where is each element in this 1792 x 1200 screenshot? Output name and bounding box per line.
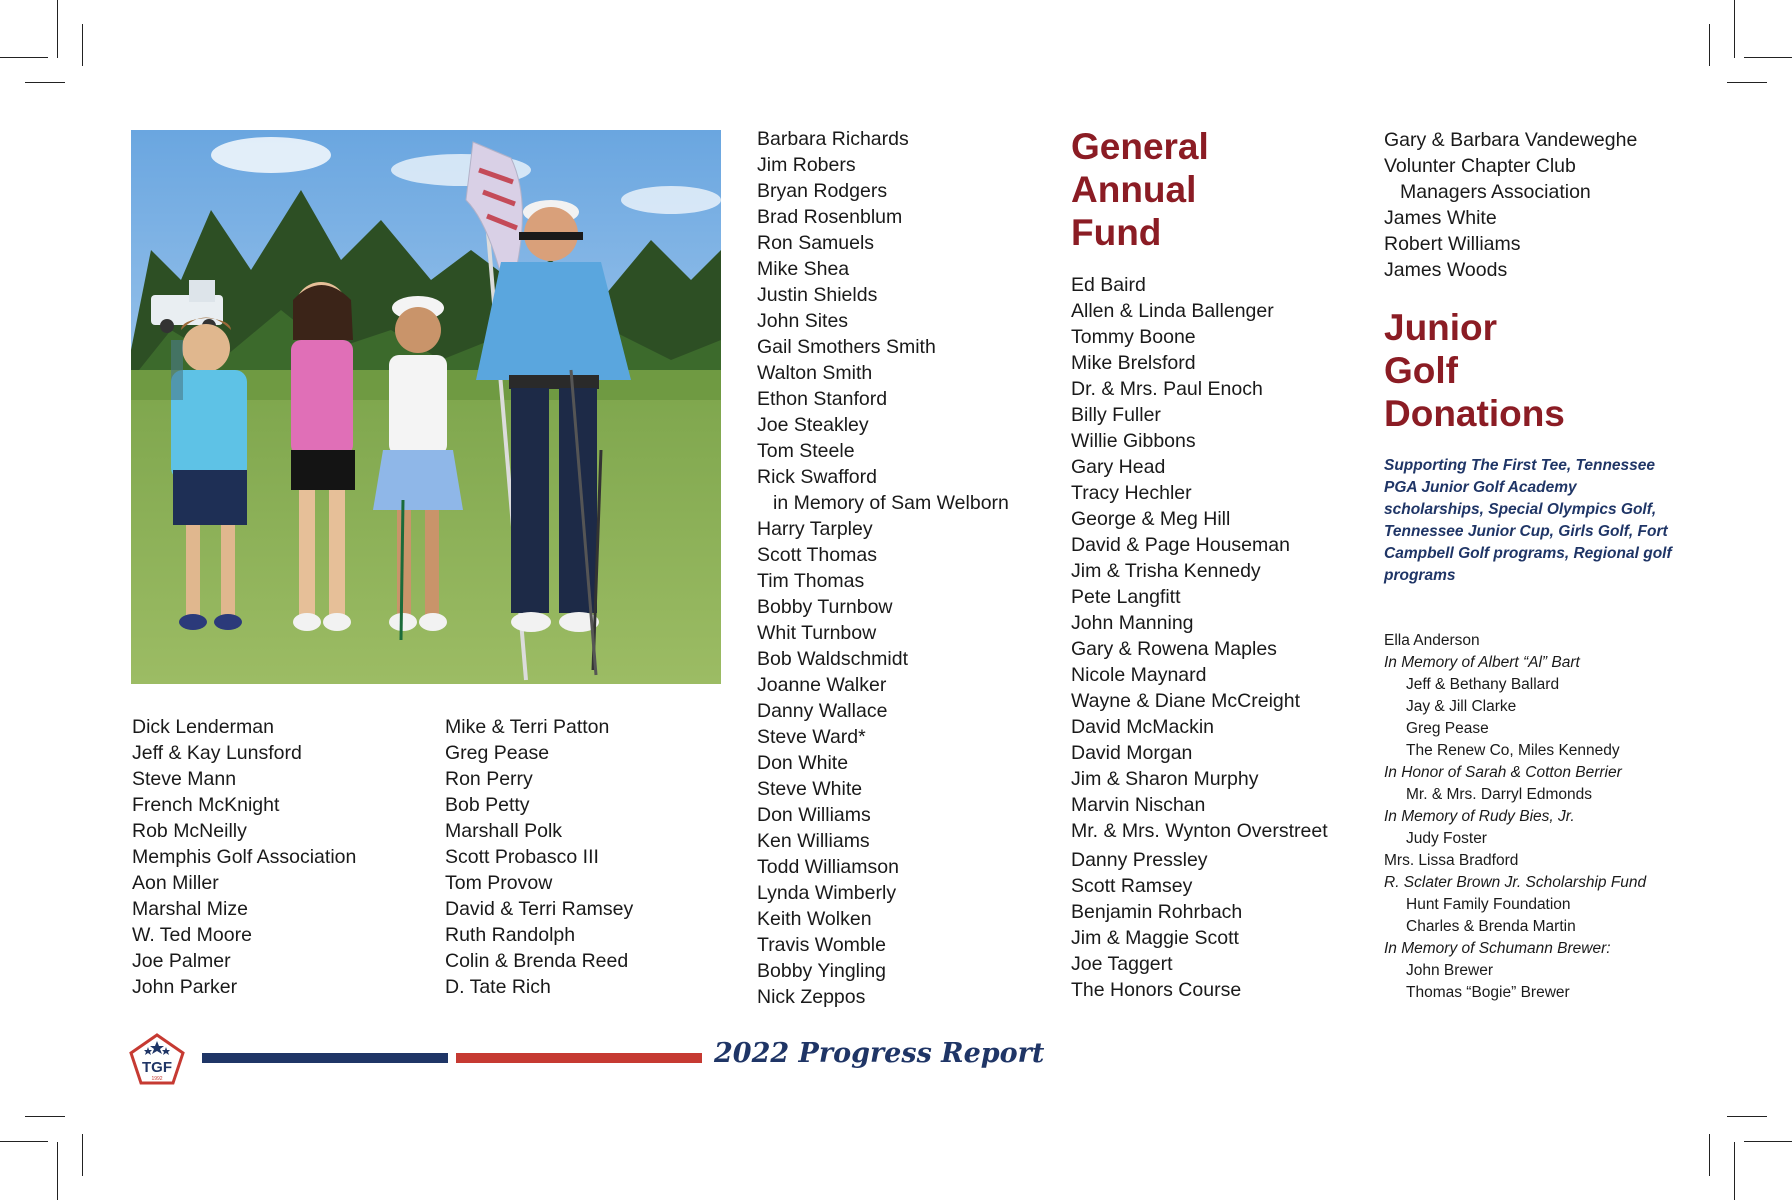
list-item: Joe Palmer xyxy=(132,950,231,972)
list-item: Ruth Randolph xyxy=(445,924,576,946)
list-item: David & Page Houseman xyxy=(1071,534,1290,556)
report-title: 2022 Progress Report xyxy=(714,1038,1045,1069)
list-item: Danny Wallace xyxy=(757,700,888,722)
general-fund-heading xyxy=(1071,125,1209,254)
crop-mark xyxy=(82,1134,83,1176)
list-item: French McKnight xyxy=(132,794,280,816)
list-item: In Honor of Sarah & Cotton Berrier xyxy=(1384,764,1622,781)
list-item: Greg Pease xyxy=(445,742,550,764)
list-item: James Woods xyxy=(1384,259,1508,281)
list-item: John Sites xyxy=(757,310,849,332)
list-item: The Renew Co, Miles Kennedy xyxy=(1406,742,1620,759)
list-item: Whit Turnbow xyxy=(757,622,877,644)
list-item: George & Meg Hill xyxy=(1071,508,1231,530)
list-item: Don Williams xyxy=(757,804,871,826)
list-item: Steve White xyxy=(757,778,863,800)
crop-mark xyxy=(1734,1142,1735,1200)
list-item: Nicole Maynard xyxy=(1071,664,1207,686)
list-item: Colin & Brenda Reed xyxy=(445,950,629,972)
list-item: Brad Rosenblum xyxy=(757,206,903,228)
tgf-logo xyxy=(129,1033,185,1085)
list-item: Don White xyxy=(757,752,849,774)
list-item: Travis Womble xyxy=(757,934,886,956)
list-item: Bobby Turnbow xyxy=(757,596,893,618)
crop-mark xyxy=(1727,82,1767,83)
crop-mark xyxy=(1744,57,1792,58)
general-fund-list xyxy=(1071,272,1328,1003)
list-item: Scott Thomas xyxy=(757,544,877,566)
list-item: R. Sclater Brown Jr. Scholarship Fund xyxy=(1384,874,1647,891)
list-item: Managers Association xyxy=(1400,181,1591,203)
list-item: Mike & Terri Patton xyxy=(445,716,610,738)
list-item: Gary & Barbara Vandeweghe xyxy=(1384,129,1638,151)
list-item: Dr. & Mrs. Paul Enoch xyxy=(1071,378,1263,400)
list-item: Barbara Richards xyxy=(757,128,909,150)
list-item: Marshal Mize xyxy=(132,898,248,920)
list-item: Marvin Nischan xyxy=(1071,794,1206,816)
heading-line: Golf xyxy=(1384,350,1458,391)
list-item: Joe Steakley xyxy=(757,414,869,436)
list-item: Ella Anderson xyxy=(1384,632,1480,649)
heading-line: Donations xyxy=(1384,393,1565,434)
list-item: Joe Taggert xyxy=(1071,953,1173,975)
list-item: Scott Probasco III xyxy=(445,846,599,868)
junior-golf-list xyxy=(1384,630,1646,1004)
list-item: Gail Smothers Smith xyxy=(757,336,936,358)
heading-line: General xyxy=(1071,126,1209,167)
list-item: Aon Miller xyxy=(132,872,219,894)
list-item: Dick Lenderman xyxy=(132,716,274,738)
list-item: John Brewer xyxy=(1406,962,1494,979)
list-item: Allen & Linda Ballenger xyxy=(1071,300,1274,322)
list-item: David Morgan xyxy=(1071,742,1193,764)
crop-mark xyxy=(1734,0,1735,58)
list-item: Ethon Stanford xyxy=(757,388,888,410)
list-item: Mr. & Mrs. Wynton Overstreet xyxy=(1071,820,1328,842)
list-item: Justin Shields xyxy=(757,284,878,306)
list-item: Walton Smith xyxy=(757,362,873,384)
list-item: Benjamin Rohrbach xyxy=(1071,901,1243,923)
list-item: Ken Williams xyxy=(757,830,870,852)
junior-golf-heading xyxy=(1384,306,1565,435)
list-item: Tommy Boone xyxy=(1071,326,1196,348)
list-item: Lynda Wimberly xyxy=(757,882,897,904)
list-item: Marshall Polk xyxy=(445,820,563,842)
list-item: Ron Samuels xyxy=(757,232,875,254)
list-item: Jim & Trisha Kennedy xyxy=(1071,560,1261,582)
list-item: Charles & Brenda Martin xyxy=(1406,918,1576,935)
donor-list-col1 xyxy=(132,714,356,1000)
list-item: David McMackin xyxy=(1071,716,1215,738)
heading-line: Fund xyxy=(1071,212,1162,253)
list-item: Keith Wolken xyxy=(757,908,872,930)
list-item: In Memory of Albert “Al” Bart xyxy=(1384,654,1580,671)
list-item: Mike Shea xyxy=(757,258,850,280)
list-item: Rob McNeilly xyxy=(132,820,247,842)
crop-mark xyxy=(1744,1141,1792,1142)
junior-golf-subtitle: Supporting The First Tee, Tennessee PGA Junior Golf Academy scholarships, Special Olympics Golf, Tennessee Junior Cup, Girls Golf, Fort Campbell Golf programs, Regional golf programs xyxy=(1384,457,1672,584)
crop-mark xyxy=(1727,1116,1767,1117)
list-item: in Memory of Sam Welborn xyxy=(773,492,1009,514)
list-item: Jim & Sharon Murphy xyxy=(1071,768,1259,790)
list-item: David & Terri Ramsey xyxy=(445,898,634,920)
list-item: John Manning xyxy=(1071,612,1194,634)
list-item: John Parker xyxy=(132,976,238,998)
list-item: Steve Mann xyxy=(132,768,237,790)
logo-text: TGF xyxy=(142,1059,172,1076)
list-item: Bryan Rodgers xyxy=(757,180,888,202)
list-item: Jim & Maggie Scott xyxy=(1071,927,1239,949)
list-item: Billy Fuller xyxy=(1071,404,1161,426)
list-item: Tom Steele xyxy=(757,440,855,462)
list-item: Steve Ward* xyxy=(757,726,866,748)
list-item: Mr. & Mrs. Darryl Edmonds xyxy=(1406,786,1593,803)
list-item: Gary & Rowena Maples xyxy=(1071,638,1277,660)
list-item: Danny Pressley xyxy=(1071,849,1208,871)
crop-mark xyxy=(1709,24,1710,66)
crop-mark xyxy=(57,1142,58,1200)
list-item: Tom Provow xyxy=(445,872,553,894)
list-item: Judy Foster xyxy=(1406,830,1487,847)
list-item: Ed Baird xyxy=(1071,274,1146,296)
list-item: D. Tate Rich xyxy=(445,976,551,998)
donor-list-col3 xyxy=(757,126,1009,1010)
list-item: Thomas “Bogie” Brewer xyxy=(1406,984,1570,1001)
list-item: Mike Brelsford xyxy=(1071,352,1196,374)
list-item: Nick Zeppos xyxy=(757,986,866,1008)
list-item: Gary Head xyxy=(1071,456,1166,478)
heading-line: Annual xyxy=(1071,169,1197,210)
list-item: Willie Gibbons xyxy=(1071,430,1196,452)
list-item: In Memory of Rudy Bies, Jr. xyxy=(1384,808,1575,825)
list-item: James White xyxy=(1384,207,1497,229)
list-item: Bobby Yingling xyxy=(757,960,887,982)
list-item: Tim Thomas xyxy=(757,570,865,592)
list-item: Jeff & Bethany Ballard xyxy=(1406,676,1560,693)
list-item: Hunt Family Foundation xyxy=(1406,896,1571,913)
list-item: Jim Robers xyxy=(757,154,856,176)
list-item: Harry Tarpley xyxy=(757,518,873,540)
list-item: Tracy Hechler xyxy=(1071,482,1192,504)
list-item: Memphis Golf Association xyxy=(132,846,357,868)
list-item: Pete Langfitt xyxy=(1071,586,1181,608)
list-item: In Memory of Schumann Brewer: xyxy=(1384,940,1611,957)
crop-mark xyxy=(57,0,58,58)
list-item: Jay & Jill Clarke xyxy=(1406,698,1517,715)
crop-mark xyxy=(0,1141,48,1142)
list-item: Joanne Walker xyxy=(757,674,887,696)
crop-mark xyxy=(25,1116,65,1117)
donor-list-col2 xyxy=(445,714,633,1000)
list-item: Bob Petty xyxy=(445,794,530,816)
list-item: Mrs. Lissa Bradford xyxy=(1384,852,1519,869)
donor-list-col5 xyxy=(1384,127,1637,283)
list-item: Ron Perry xyxy=(445,768,533,790)
list-item: W. Ted Moore xyxy=(132,924,252,946)
list-item: Todd Williamson xyxy=(757,856,899,878)
list-item: Jeff & Kay Lunsford xyxy=(132,742,302,764)
list-item: Scott Ramsey xyxy=(1071,875,1193,897)
list-item: Wayne & Diane McCreight xyxy=(1071,690,1301,712)
list-item: Bob Waldschmidt xyxy=(757,648,909,670)
list-item: Rick Swafford xyxy=(757,466,877,488)
logo-year: 1992 xyxy=(151,1076,163,1082)
footer-bar-blue xyxy=(202,1053,448,1063)
list-item: Greg Pease xyxy=(1406,720,1489,737)
crop-mark xyxy=(25,82,65,83)
group-photo xyxy=(131,130,721,684)
crop-mark xyxy=(1709,1134,1710,1176)
list-item: Volunter Chapter Club xyxy=(1384,155,1576,177)
list-item: Robert Williams xyxy=(1384,233,1521,255)
list-item: The Honors Course xyxy=(1071,979,1242,1001)
crop-mark xyxy=(0,57,48,58)
crop-mark xyxy=(82,24,83,66)
heading-line: Junior xyxy=(1384,307,1498,348)
footer-bar-red xyxy=(456,1053,702,1063)
